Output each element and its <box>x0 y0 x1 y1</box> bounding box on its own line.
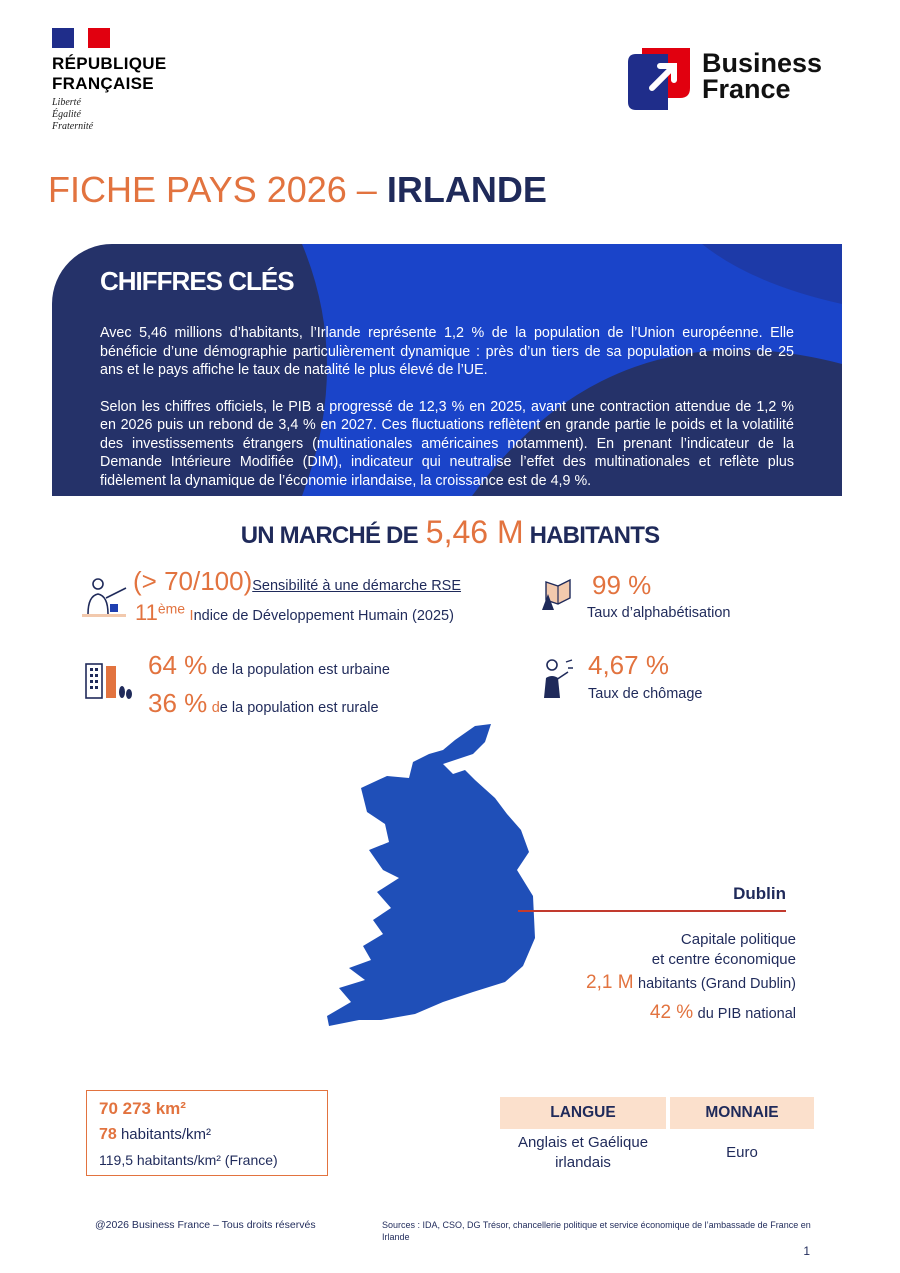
city-buildings-icon <box>84 662 134 702</box>
ireland-map <box>325 720 540 1055</box>
area-surface: 70 273 km² <box>99 1099 186 1118</box>
job-seeker-icon <box>538 656 576 700</box>
page-number: 1 <box>803 1244 810 1258</box>
dublin-label: Dublin <box>733 884 786 903</box>
rse-label: Sensibilité à une démarche RSE <box>252 578 462 594</box>
title-country: IRLANDE <box>386 169 547 210</box>
key-figures-box <box>52 244 842 496</box>
idh-label: ndice de Développement Humain (2025) <box>193 608 454 624</box>
area-france-density: 119,5 habitants/km² (France) <box>99 1152 278 1168</box>
business-france-mark-icon <box>628 48 690 110</box>
idh-rank: 11 <box>135 600 158 625</box>
area-density: 78 habitants/km² <box>99 1126 212 1143</box>
key-figures-paragraph-2: Selon les chiffres officiels, le PIB a progressé de 12,3 % en 2025, avant une contraction attendue de 1,2 % en 2026 puis un rebond de 3,4 % en 2027. Ces fluctuations reflètent en grande partie le poids et la volatilité des investissements étrangers (multinationales américaines notamment). En prenant l’indicateur de la Demande Intérieure Modifiée (DIM), indicateur qui neutralise l’effet des multinationales et reflète plus fidèlement la dynamique de l’économie irlandaise, la croissance est de 4,9 %. <box>100 399 794 489</box>
rse-stat <box>133 566 461 597</box>
idh-stat: 11ème Indice de Développement Humain (2025) <box>135 600 454 625</box>
rural-stat: 36 % de la population est rurale <box>148 688 379 718</box>
language-value: Anglais et Gaélique irlandais <box>517 1134 649 1171</box>
business-france-logo <box>628 48 843 110</box>
urban-stat <box>148 650 390 681</box>
currency-value: Euro <box>726 1144 758 1161</box>
marianne-flag-icon <box>52 28 110 48</box>
key-figures-text <box>100 306 794 496</box>
market-headline: UN MARCHÉ DE 5,46 M HABITANTS <box>240 514 660 550</box>
idh-rank-suffix: ème <box>157 600 186 617</box>
page-title <box>48 168 547 212</box>
footer-sources: Sources : IDA, CSO, DG Trésor, chancellerie politique et service économique de l’ambassade de France en Irlande <box>382 1220 811 1242</box>
key-figures-heading: CHIFFRES CLÉS <box>100 266 294 296</box>
rf-name: RÉPUBLIQUE FRANÇAISE <box>52 54 167 93</box>
literacy-value: 99 % <box>592 570 652 600</box>
rural-value: 36 % <box>148 688 208 718</box>
unemployment-label: Taux de chômage <box>588 686 703 702</box>
reading-book-icon <box>538 576 578 612</box>
area-box <box>86 1090 328 1176</box>
dublin-gdp-share: 42 % du PIB national <box>649 1002 796 1023</box>
presenter-icon <box>80 574 132 620</box>
unemployment-value: 4,67 % <box>588 650 669 680</box>
urban-value: 64 % <box>148 650 208 680</box>
business-france-wordmark: Business France <box>702 48 823 104</box>
title-prefix: FICHE PAYS 2026 – <box>48 169 377 210</box>
key-figures-paragraph-1: Avec 5,46 millions d’habitants, l’Irlande représente 1,2 % de la population de l’Union européenne. Elle bénéficie d’une démographie particulièrement dynamique : près d’un tiers de sa population a moins de 25 ans et le pays affiche le taux de natalité le plus élevé de l’UE. <box>100 325 794 379</box>
urban-label: de la population est urbaine <box>211 662 390 678</box>
rse-value: (> 70/100) <box>133 566 253 596</box>
footer-copyright: @2026 Business France – Tous droits réservés <box>95 1219 316 1231</box>
rf-motto: Liberté Égalité Fraternité <box>52 97 94 132</box>
dublin-population: 2,1 M habitants (Grand Dublin) <box>586 972 796 993</box>
rural-label: e la population est rurale <box>219 700 379 716</box>
republique-francaise-logo <box>52 28 212 143</box>
literacy-label: Taux d’alphabétisation <box>587 605 731 621</box>
language-header: LANGUE <box>500 1097 666 1129</box>
currency-header: MONNAIE <box>670 1097 814 1129</box>
dublin-description: Capitale politique et centre économique <box>651 931 796 968</box>
dublin-pointer-line <box>518 910 786 912</box>
